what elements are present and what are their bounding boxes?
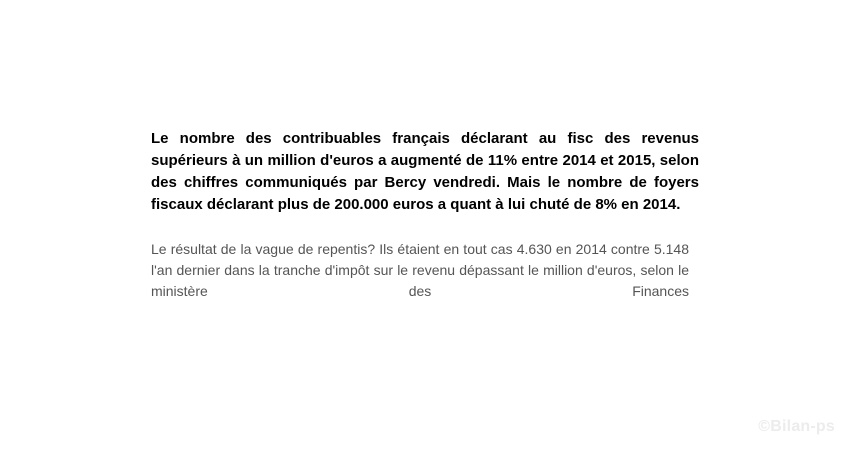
- article-lead: Le nombre des contribuables français déclarant au fisc des revenus supérieurs à un million d'euros a augmenté de 11% entre 2014 et 2015, selon des chiffres communiqués par Bercy vendredi. Mais le nombre de foyers fiscaux déclarant plus de 200.000 euros a quant à lui chuté de 8% en 2014.: [151, 130, 699, 213]
- article-body: Le résultat de la vague de repentis? Ils étaient en tout cas 4.630 en 2014 contre 5.148 l'an dernier dans la tranche d'impôt sur le revenu dépassant le million d'euros, selon le ministère des Finances: [151, 241, 689, 299]
- watermark: ©Bilan-ps: [758, 418, 835, 435]
- article: [151, 128, 699, 302]
